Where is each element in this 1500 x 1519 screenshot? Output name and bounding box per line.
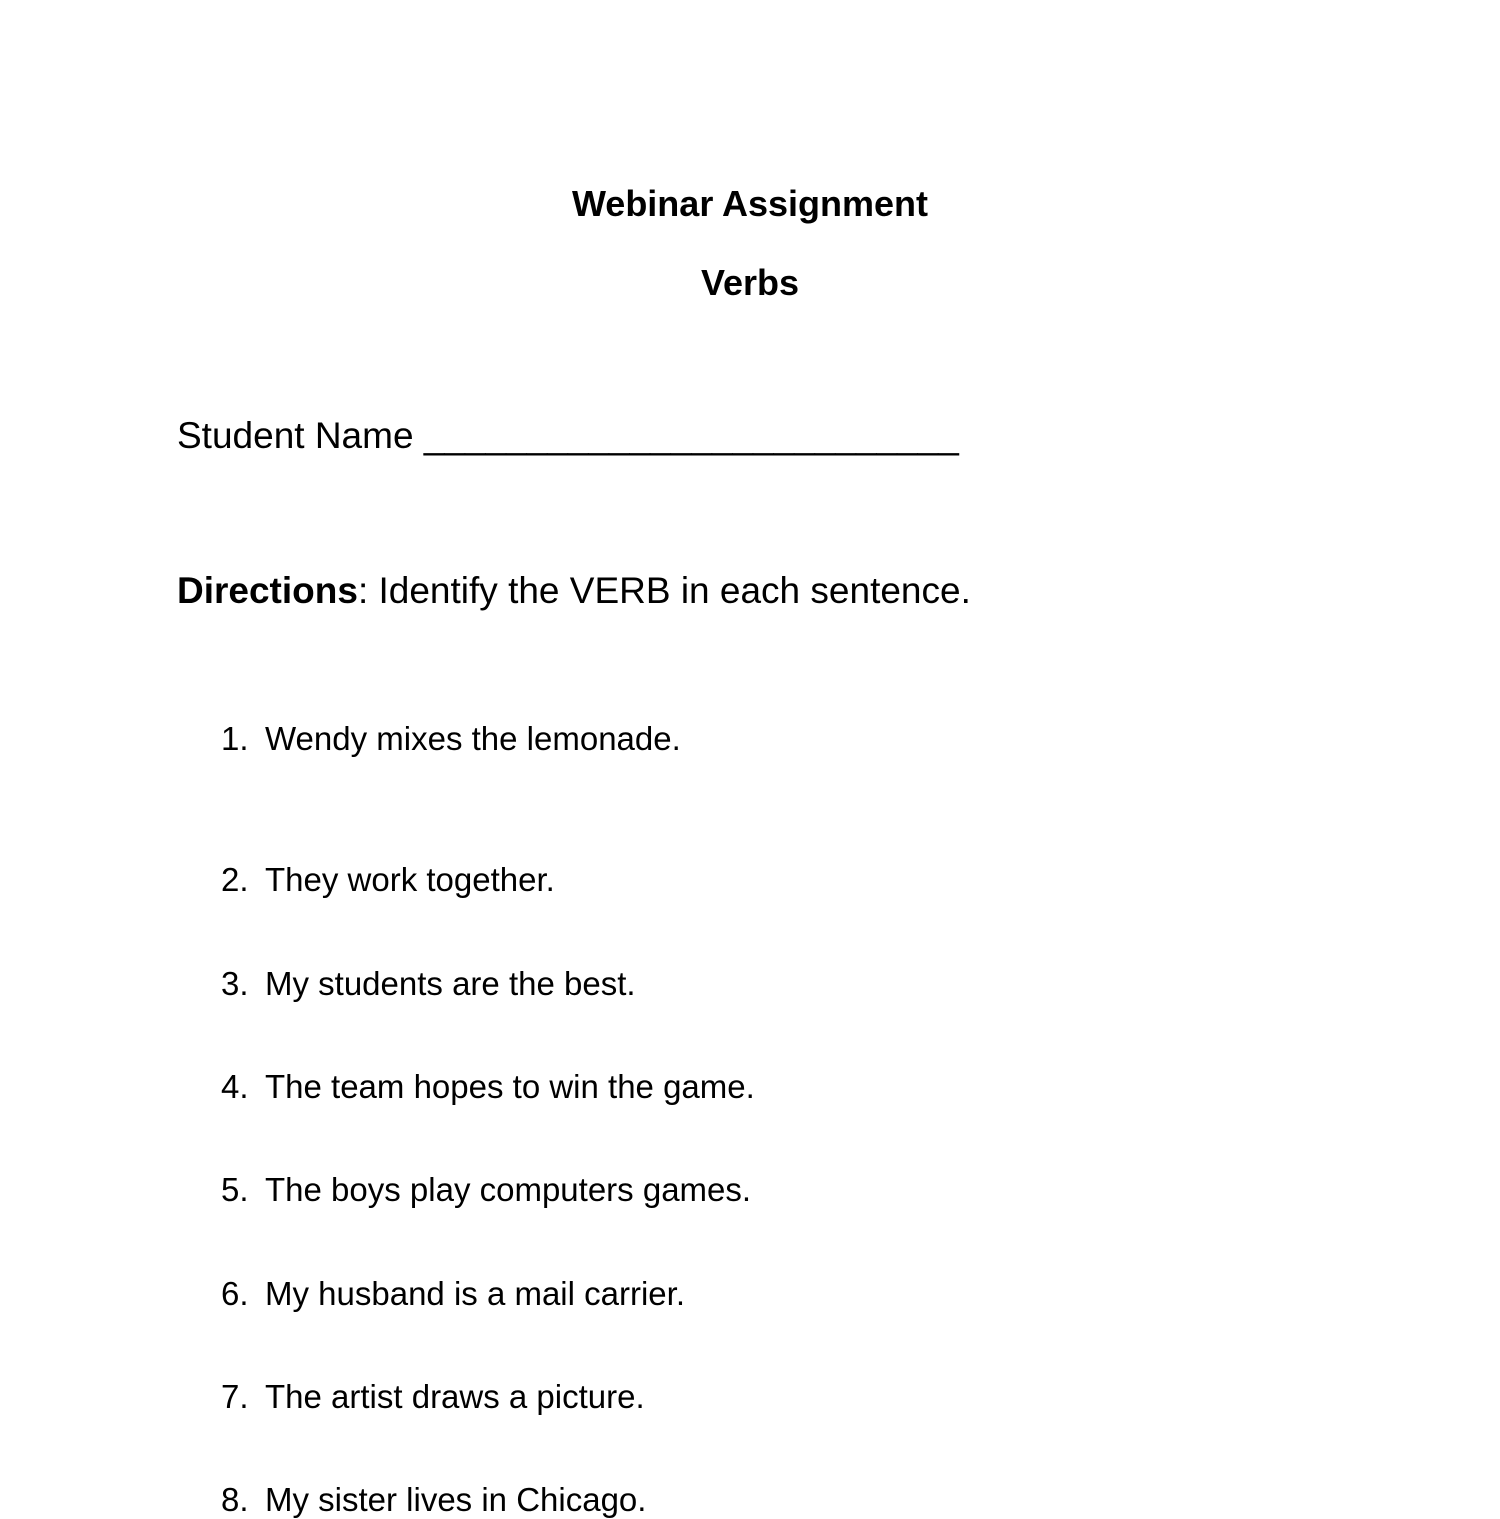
item-text: The team hopes to win the game.: [265, 1068, 755, 1105]
item-number: 1.: [221, 720, 249, 757]
item-text: Wendy mixes the lemonade.: [265, 720, 681, 757]
document-subtitle: Verbs: [700, 262, 800, 303]
item-text: My husband is a mail carrier.: [265, 1275, 685, 1312]
item-number: 7.: [221, 1378, 249, 1415]
item-number: 6.: [221, 1275, 249, 1312]
item-text: The artist draws a picture.: [265, 1378, 645, 1415]
document-title: Webinar Assignment: [571, 183, 929, 224]
directions-text: : Identify the VERB in each sentence.: [357, 570, 971, 611]
item-text: My students are the best.: [265, 965, 636, 1002]
item-text: The boys play computers games.: [265, 1171, 752, 1208]
item-number: 5.: [221, 1171, 249, 1208]
student-name-blank: __________________________: [423, 415, 959, 456]
item-number: 4.: [221, 1068, 249, 1105]
item-text: My sister lives in Chicago.: [265, 1481, 647, 1518]
item-number: 2.: [221, 861, 249, 898]
directions-label: Directions: [177, 570, 358, 611]
item-number: 3.: [221, 965, 249, 1002]
student-name-label: Student Name: [177, 415, 414, 456]
directions: [177, 570, 971, 612]
student-name-line: [177, 415, 959, 457]
item-number: 8.: [221, 1481, 249, 1518]
item-text: They work together.: [265, 861, 555, 898]
